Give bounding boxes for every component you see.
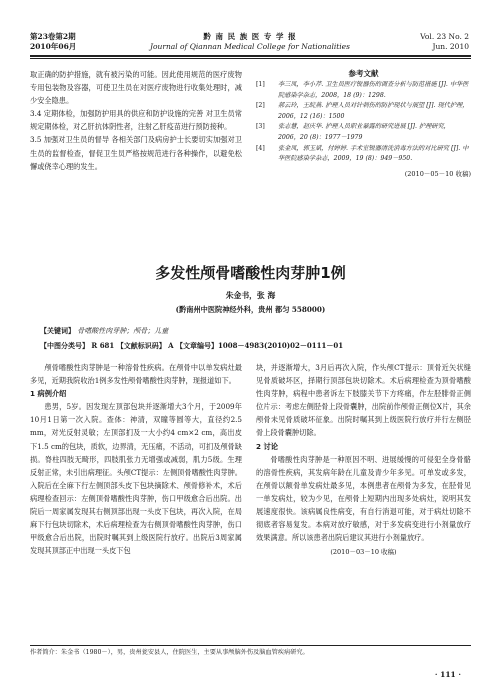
prev-paragraph: 取正确的防护措施，就有被污染的可能。因此使用规范的医疗废物专用包装物及容器，可使卫生员在对医疗废物进行收集处理时，减少安全隐患。: [30, 70, 242, 106]
body-paragraph: 骨嗜酸性肉芽肿是一种原因不明、进展缓慢的可侵犯全身骨骼的溶骨性疾病，其发病年龄在儿童及青少年多见。可单发或多发，在颅骨以额骨单发病灶最多见，本例患者在颅骨为多发，在胫骨见一单发病灶，较为少见，在颅骨上短期内出现多处病灶，说明其发展速度很快。该病属良性病变，有自行消退可能，对于病灶切除不彻底者容易复发。本病对放疗敏感，对于多发病变进行小剂量放疗效果满意。所以该患者出院后建议其进行小剂量放疗。: [256, 454, 471, 543]
reference-text: 张志慧，赵庆华. 护理人员职业暴露的研究进展 [J]. 护理研究，2006，20 (8)：1977－1979: [278, 123, 450, 141]
journal-title-cn: 黔 南 民 族 医 专 学 报: [203, 32, 297, 41]
prev-paragraph: 3.5 加强对卫生员的督导 各相关部门及病房护士长要切实加强对卫生员的监督检查，督促卫生员严格按规范进行各种操作，以避免松懈或侥幸心理的发生。: [30, 135, 242, 171]
references-section: [256, 68, 471, 180]
keywords-label: 【关键词】: [40, 327, 75, 335]
prev-paragraph: 3.4 定期体检，加强防护用具的供应和防护设施的完善 对卫生员常规定期体检，对乙肝抗体阴性者，注射乙肝疫苗进行预防接种。: [30, 109, 242, 132]
reference-number: [3]: [256, 123, 265, 131]
reference-text: 李三凤，李小芹. 卫生员医疗锐器伤的调查分析与防范措施 [J]. 中华医院感染学杂志，2008，18 (9)：1298.: [278, 81, 469, 99]
keywords-line: [40, 326, 168, 337]
prev-article-body: [30, 68, 242, 173]
article-authors: 朱金书，张 海: [225, 291, 276, 300]
article-left-column: [30, 361, 242, 557]
reference-number: [4]: [256, 144, 265, 152]
keywords-value: 骨嗜酸性肉芽肿；颅骨；儿童: [77, 327, 169, 335]
article-received-date: (2010－03－10 收稿): [330, 548, 397, 557]
volume-label: Vol. 23 No. 2: [420, 32, 469, 41]
reference-item: [256, 80, 471, 101]
classification-line: 【中图分类号】 R 681 【文献标识码】 A 【文章编号】1008－4983(2010)02－0111－01: [40, 341, 344, 350]
body-paragraph: 块，并逐渐增大，3月后再次入院，作头颅CT提示：顶骨近矢状缝见骨质破坏区，择期行顶部包块切除术。术后病理检查为顶骨嗜酸性肉芽肿，病程中患者诉左下肢膝关节下方疼痛，作左胫腓骨正侧位片示：考虑左侧胫骨上段骨囊肿，出院前作颅骨正侧位X片，其余颅骨未见骨质破坏征象。出院时嘱其到上级医院行放疗并行左侧胫骨上段骨囊肿切除。: [256, 363, 471, 438]
reference-text: 郝云玲，王皖燕. 护理人员对针刺伤的防护现状与展望 [J]. 现代护理，2006，12 (16)：1500: [278, 102, 469, 120]
reference-item: [256, 101, 471, 122]
reference-text: 张金凤，郭玉斌，付婷婷. 手术室锐器清洗消毒方法的对比研究 [J]. 中华医院感染学杂志，2009，19 (8)：949－950.: [278, 144, 469, 163]
body-paragraph: 患男，5岁。因发现左顶部包块并逐渐增大3个月，于2009年10月1日第一次入院。查体：神清，双瞳等圆等大，直径约2.5 mm，对光反射灵敏；左顶部扪及一大小约4 cm×2 cm，高出皮下1.5 cm的包块，质软，边界清，无压痛，不活动，可扪及颅骨缺损。脊柱四肢无畸形，四肢肌张力无增强或减弱，肌力5级。生理反射正常，未引出病理征。头颅CT提示：左侧顶骨嗜酸性肉芽肿。入院后在全麻下行左侧顶部头皮下包块摘除术、颅骨修补术，术后病理检查回示：左侧顶骨嗜酸性肉芽肿，伤口甲级愈合后出院。出院后一周家属发现其右侧顶部出现一头皮下包块，再次入院，在局麻下行包块切除术，术后病理检查为右侧顶骨嗜酸性肉芽肿，伤口甲级愈合后出院，出院时嘱其到上级医院行放疗。出院后3周家属发现其顶部正中出现一头皮下包: [30, 402, 242, 556]
journal-title-en: Journal of Qiannan Medical College for Nationalities: [150, 42, 350, 51]
date-label: 2010年06月: [30, 42, 77, 51]
page-number: · 111 ·: [434, 670, 461, 679]
footnote-rule: [30, 645, 471, 646]
reference-number: [2]: [256, 102, 265, 110]
article-affiliation: (黔南州中医院神经外科，贵州 都匀 558000): [175, 305, 326, 314]
references-heading: 参考文献: [348, 69, 379, 78]
reference-item: [256, 122, 471, 143]
article-right-column: [256, 361, 471, 558]
article-title: 多发性颅骨嗜酸性肉芽肿1例: [155, 264, 346, 282]
reference-item: [256, 144, 471, 165]
issue-label: 第23卷第2期: [30, 32, 76, 41]
prev-received-date: (2010－05－10 收稿): [404, 169, 471, 178]
section-heading: 2 讨论: [256, 441, 278, 451]
header-rule-thin: [30, 58, 471, 59]
body-paragraph: 颅骨嗜酸性肉芽肿是一种溶骨性疾病。在颅骨中以单发病灶最多见，近期我院收治1例多发性颅骨嗜酸性肉芽肿，现报道如下。: [30, 363, 242, 386]
section-heading: 1 病例介绍: [30, 389, 67, 399]
reference-number: [1]: [256, 81, 265, 88]
author-footnote: 作者简介：朱金书（1980－），男，贵州瓮安县人，住院医生，主要从事颅脑外伤及脑血管疾病研究。: [30, 649, 309, 656]
date-en-label: Jun. 2010: [432, 42, 469, 51]
header-rule: [30, 55, 471, 57]
